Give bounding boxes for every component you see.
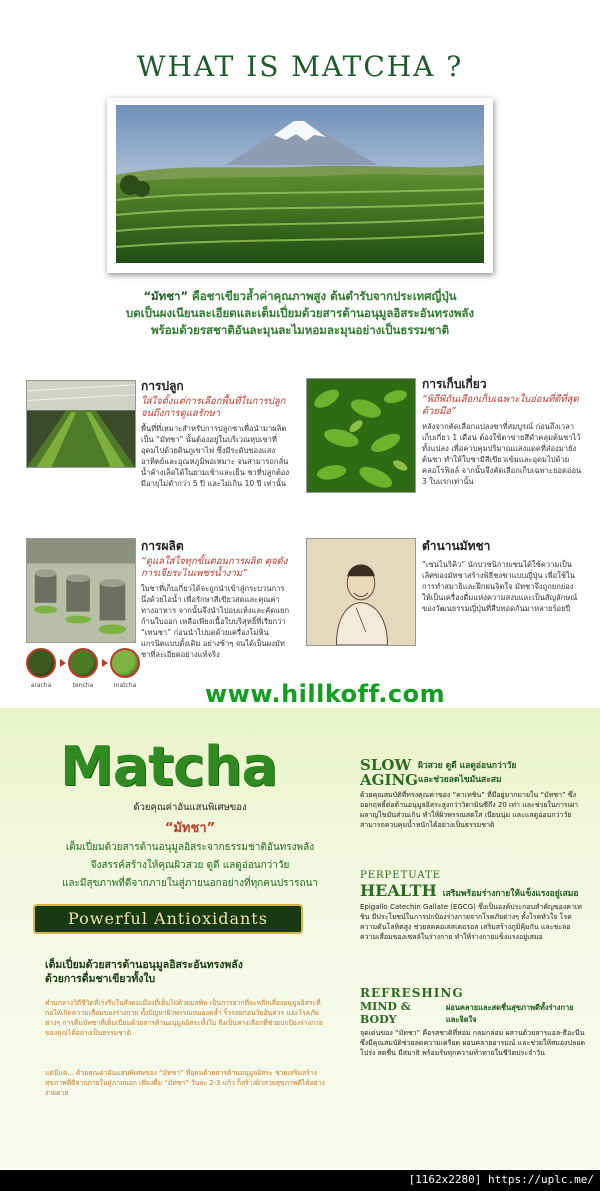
health-body: Epigallo Catechin Gallate (EGCG) ซึ่งเป็นองค์ประกอบสำคัญของคาเทชิน มีประโยชน์ในการปกป้องร่างกายจากโรคภัยต่างๆ ทั้งโรคหัวใจ โรคความดันโลหิตสูง ช่วยลดคอเลสเตอรอล เสริมสร้างภูมิคุ้มกัน และชะลอความเสื่อมของเซลล์ในร่างกาย ทำให้ร่างกายแข็งแรงอยู่เสมอ [360, 903, 582, 941]
planting-photo [26, 380, 136, 468]
slow-aging-body: ด้วยคุณสมบัติที่ทรงคุณค่าของ “คาเทชิน” ที่มีอยู่มากมายใน “มัทชา” ซึ่งออกฤทธิ์ต่อต้านอนุมูลอิสระสูงกว่าวิตามินซีถึง 20 เท่า และช่วยในการเผาผลาญไขมันส่วนเกิน ทำให้ผิวพรรณสดใส เนียนนุ่ม และแลดูอ่อนกว่าวัย สามารถควบคุมน้ำหนักได้อย่างเป็นธรรมชาติ [360, 791, 579, 829]
slow-aging-tagline-2: และช่วยลดไขมันสะสม [418, 775, 502, 785]
matcha-label: matcha [113, 682, 137, 689]
stone-mill-machines-image [27, 539, 135, 642]
production-photo [26, 538, 136, 643]
legend-body: “เซนไนริคิว” นักบวชนิกายเซนได้ใช้ความเป็นเลิศของมัทชาสร้างพิธีชงชาแบบญี่ปุ่น เพื่อใช้ในการทำสมาธิและฝึกฝนจิตใจ มัทชาจึงถูกยกย่องให้เป็นเครื่องดื่มแห่งความสงบและเป็นสัญลักษณ์ของวัฒนธรรมญี่ปุ่นที่สืบทอดกันมาหลายร้อยปี [422, 560, 578, 613]
antioxidants-subtitle [45, 958, 305, 986]
slow-heading: SLOW [360, 756, 412, 774]
antioxidants-paragraph-2: แต่นี่แค่... ด้วยคุณค่าอันแสนพิเศษของ “มัทชา” ที่อุดมด้วยสารต้านอนุมูลอิสระ ช่วยเสริมสร้างสุขภาพที่ดีจากภายในสู่ภายนอก เพียงดื่ม “มัทชา” วันละ 2-3 แก้ว ก็สร้างผิวสวยสุขภาพดีได้อย่างง่ายดาย [45, 1069, 325, 1097]
slow-aging-tagline-1: ผิวสวย ดูดี แลดูอ่อนกว่าวัย [418, 761, 517, 771]
lead-line-1: ด้วยคุณค่าอันแสนพิเศษของ [133, 802, 247, 813]
mount-fuji-tea-field-image [116, 105, 484, 263]
planting-subtitle: ใส่ใจตั้งแต่การเลือกพื้นที่ในการปลูกจนถึงการดูแลรักษา [141, 396, 286, 419]
aracha-label: aracha [30, 682, 52, 689]
mind-body-heading: MIND & BODY [360, 1000, 411, 1026]
intro-line-2: บดเป็นผงเนียนละเอียดและเต็มเปี่ยมด้วยสารต้านอนุมูลอิสระอันทรงพลัง [125, 306, 475, 320]
refreshing-body: จุดเด่นของ “มัทชา” คือรสชาติที่หอม กลมกล่อม ผสานด้วยสารแอล-ธีอะนีน ซึ่งมีคุณสมบัติช่วยลดความเครียด ผ่อนคลายอารมณ์ และช่วยให้สมองปลอดโปร่ง สดชื่น มีสมาธิ พร้อมรับทุกความท้าทายในชีวิตประจำวัน [360, 1029, 586, 1057]
matcha-circle [110, 648, 140, 678]
antioxidants-banner: Powerful Antioxidants [33, 904, 303, 934]
process-steps [24, 648, 144, 694]
refreshing-section [360, 986, 585, 1058]
tencha-label: tencha [72, 682, 94, 689]
planting-body: พื้นที่ที่เหมาะสำหรับการปลูกชาเพื่อนำมาผลิตเป็น “มัทชา” นั้นต้องอยู่ในบริเวณหุบเขาที่อุดมไปด้วยดินภูเขาไฟ ซึ่งมีระดับของแสงอาทิตย์และอุณหภูมิพอเหมาะ จนสามารถกลั่นน้ำค้างเล็ดได้ในยามเช้าและเย็น ชาที่ปลูกต้องมีอายุไม่ต่ำกว่า 5 ปี และไม่เกิน 10 ปี เท่านั้น [141, 424, 290, 488]
intro-matcha-word: “มัทชา” [143, 289, 189, 303]
legend-section [422, 537, 582, 614]
footer-stamp: [1162x2280] https://uplc.me/ [408, 1173, 594, 1186]
health-heading: HEALTH [360, 881, 437, 900]
tea-master-portrait-image [307, 539, 415, 645]
harvest-photo [306, 378, 416, 493]
arrow-icon [60, 659, 66, 667]
harvest-subtitle: “พิถีพิถันเลือกเก็บเฉพาะใบอ่อนที่ดีที่สุดด้วยมือ” [422, 394, 579, 417]
legend-photo [306, 538, 416, 646]
planting-section [141, 377, 291, 489]
lead-line-5: และมีสุขภาพที่ดีจากภายในสู่ภายนอกอย่างที่ทุกคนปรารถนา [61, 878, 319, 889]
planting-title: การปลูก [141, 379, 184, 393]
page-title: WHAT IS MATCHA ? [136, 50, 464, 83]
tea-greenhouse-image [27, 381, 135, 467]
matcha-logo: Matcha [60, 735, 277, 798]
refreshing-tagline: ผ่อนคลายและสดชื่นสุขภาพดีทั้งร่างกายและจิตใจ [445, 1003, 574, 1024]
lead-line-3: เต็มเปี่ยมด้วยสารต้านอนุมูลอิสระจากธรรมชาติอันทรงพลัง [65, 842, 315, 853]
matcha-lead [40, 800, 340, 892]
intro-line-1: คือชาเขียวล้ำค่าคุณภาพสูง ต้นตำรับจากประเทศญี่ปุ่น [188, 289, 457, 303]
arrow-icon [102, 659, 108, 667]
bottom-panel [0, 708, 600, 1170]
intro-line-3: พร้อมด้วยรสชาติอันละมุนละไมหอมละมุนอย่างเป็นธรรมชาติ [150, 323, 450, 337]
production-title: การผลิต [141, 539, 184, 553]
slow-aging-section [360, 758, 585, 830]
footer-bar [0, 1170, 600, 1191]
website-link[interactable]: www.hillkoff.com [205, 680, 446, 708]
harvest-title: การเก็บเกี่ยว [422, 377, 487, 391]
lead-matcha-word: “มัทชา” [164, 821, 216, 836]
production-body: ใบชาที่เก็บเกี่ยวได้จะถูกนำเข้าสู่กระบวนการนึ่งด้วยไอน้ำ เพื่อรักษาสีเขียวสดและคุณค่าทางอาหาร จากนั้นจึงนำไปอบแห้งและคัดแยกก้านใบออก เหลือเพียงเนื้อใบบริสุทธิ์ที่เรียกว่า “เทนชา” ก่อนนำไปบดด้วยเครื่องโม่หินแกรนิตแบบดั้งเดิม อย่างช้าๆ จนได้เป็นผงมัทชาที่ละเอียดอย่างแท้จริง [141, 584, 290, 659]
perpetuate-heading: PERPETUATE [360, 870, 442, 881]
harvest-section [422, 375, 582, 487]
production-subtitle: “ดูแลใส่ใจทุกขั้นตอนการผลิต ดุจดังการเจียระไนเพชรน้ำงาม” [141, 556, 288, 579]
lead-line-4: จึงสรรค์สร้างให้คุณผิวสวย ดูดี แลดูอ่อนกว่าวัย [90, 860, 290, 871]
aging-heading: AGING [360, 771, 418, 789]
tencha-circle [68, 648, 98, 678]
harvest-body: หลังจากคัดเลือกแปลงชาที่สมบูรณ์ ก่อนถึงเวลาเก็บเกี่ยว 1 เดือน ต้องใช้ตาข่ายสีดำคลุมต้นชาไว้ทั้งแปลง เพื่อควบคุมปริมาณแสงแดดที่ส่องมายังต้นชา ทำให้ใบชามีสีเขียวเข้มและอุดมไปด้วยคลอโรฟิลล์ จากนั้นจึงคัดเลือกเก็บเฉพาะยอดอ่อน 3 ใบแรกเท่านั้น [422, 422, 582, 486]
tea-leaves-image [307, 379, 415, 492]
antioxidants-paragraph-1: ทำมกลางวิถีชีวิตที่เร่งรีบในสังคมเมืองที่เต็มไปด้วยมลพิษ เป็นการยากที่จะหลีกเลี่ยงอนุมูลอิสระที่ก่อให้เกิดความเสื่อมของร่างกาย ทั้งปัญหาผิวพรรณหมองคล้ำ ริ้วรอยก่อนวัยอันควร และโรคภัยต่างๆ การดื่มมัทชาที่เต็มเปี่ยมด้วยสารต้านอนุมูลอิสระทั้งใบ จึงเป็นทางเลือกที่ช่วยปกป้องร่างกายของคุณได้อย่างเป็นธรรมชาติ [45, 999, 323, 1037]
antiox-sub-line-1: เต็มเปี่ยมด้วยสารต้านอนุมูลอิสระอันทรงพลัง [45, 959, 243, 971]
perpetuate-health-section [360, 870, 585, 942]
legend-title: ตำนานมัทชา [422, 539, 491, 553]
intro-text [80, 288, 520, 339]
health-tagline: เสริมพร้อมร่างกายให้แข็งแรงอยู่เสมอ [442, 889, 579, 899]
production-section [141, 537, 291, 660]
antiox-sub-line-2: ด้วยการดื่มชาเขียวทั้งใบ [45, 973, 156, 985]
hero-photo-frame [107, 98, 493, 273]
refreshing-heading: REFRESHING [360, 986, 464, 1000]
aracha-circle [26, 648, 56, 678]
